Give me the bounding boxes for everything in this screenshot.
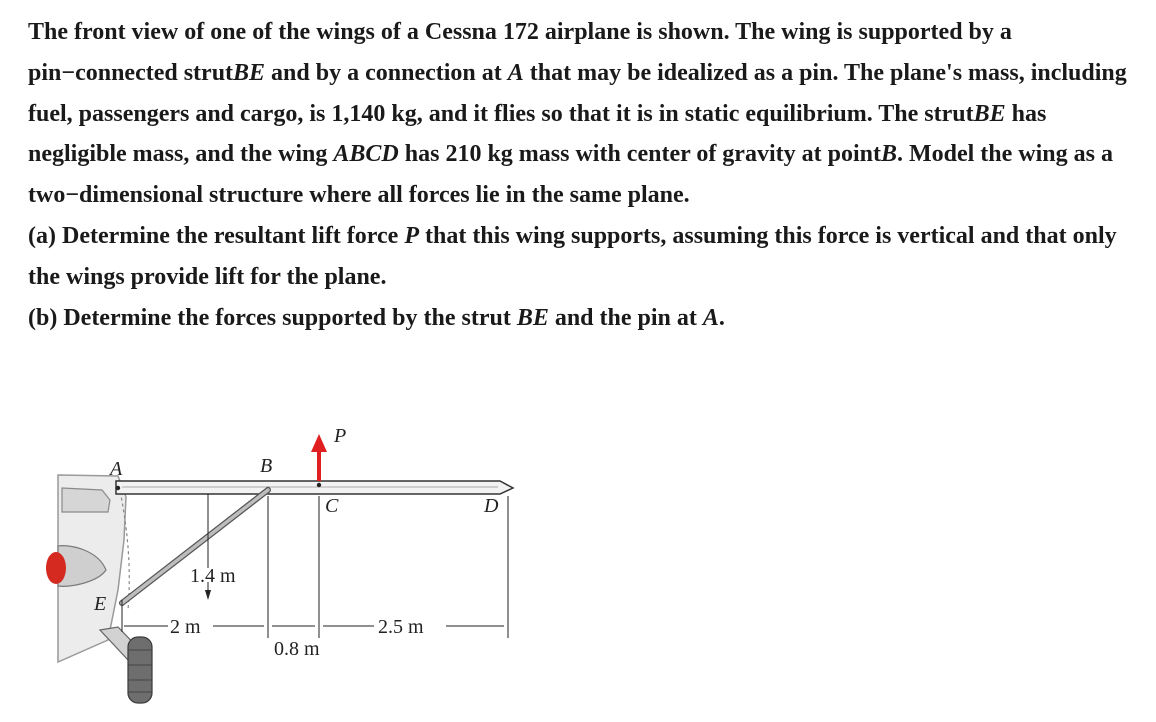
point-C	[317, 483, 321, 487]
problem-part-a: (a) Determine the resultant lift force P that this wing supports, assuming this force is vertical and that only the wings provide lift for the plane.	[28, 222, 1117, 290]
label-A: A	[110, 458, 123, 480]
label-P: P	[334, 425, 347, 447]
dim-E-to-B: 2 m	[170, 616, 201, 638]
problem-statement	[28, 12, 1148, 338]
problem-part-b: (b) Determine the forces supported by the strut BE and the pin at A.	[28, 304, 725, 331]
pin-A	[116, 486, 120, 490]
wing-ABCD	[116, 481, 513, 494]
lift-arrow-P	[311, 434, 327, 481]
wing-diagram	[0, 400, 560, 722]
fuselage-red-mark	[46, 552, 66, 584]
label-D: D	[484, 495, 499, 517]
label-E: E	[94, 593, 107, 615]
lift-arrow-head	[311, 434, 327, 452]
landing-gear	[100, 627, 152, 703]
dim-height: 1.4 m	[190, 565, 236, 587]
label-C: C	[325, 495, 339, 517]
problem-intro: The front view of one of the wings of a Cessna 172 airplane is shown. The wing is supported by a pin−connected strutBE and by a connection at A that may be idealized as a pin. The plane's mass, including fuel, passengers and cargo, is 1,140 kg, and it flies so that it is in static equilibrium. The strutBE has negligible mass, and the wing ABCD has 210 kg mass with center of gravity at pointB. Model the wing as a two−dimensional structure where all forces lie in the same plane.	[28, 19, 1127, 209]
label-B: B	[260, 455, 273, 477]
dim-B-to-C: 0.8 m	[274, 638, 320, 660]
dim-C-to-D: 2.5 m	[378, 616, 424, 638]
